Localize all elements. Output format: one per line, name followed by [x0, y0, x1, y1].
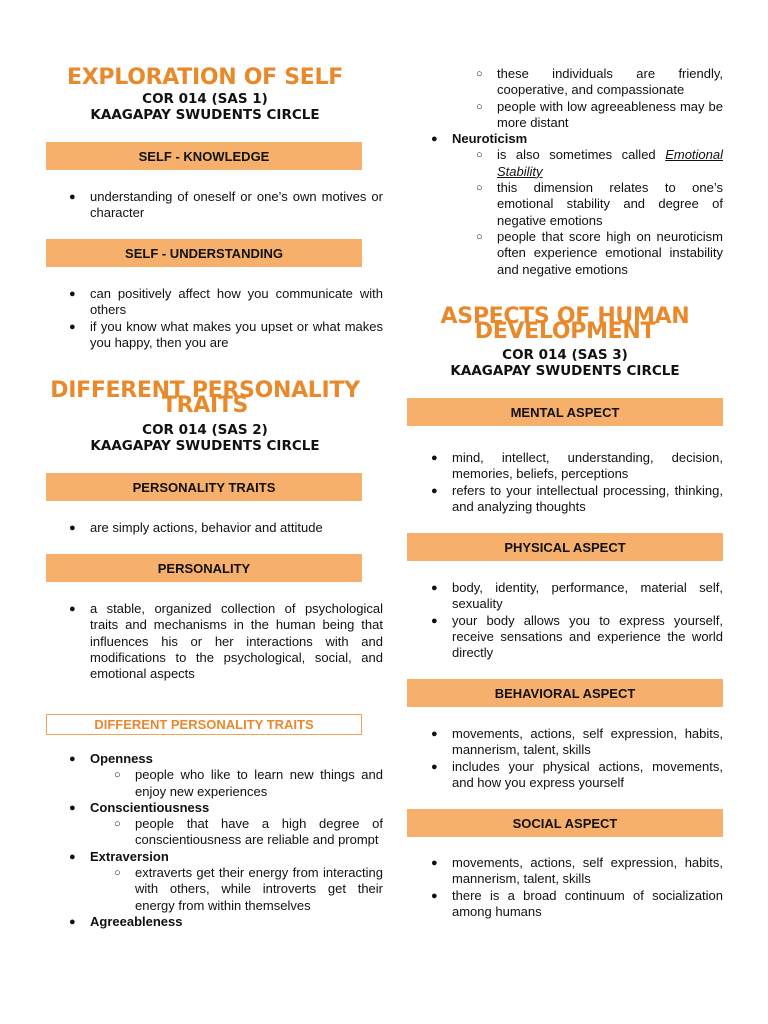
list-item: ● refers to your intellectual processing, thinking, and analyzing thoughts: [431, 482, 723, 514]
circle-bullet-icon: ○: [476, 100, 483, 113]
subtitle-circle: KAAGAPAY SWUDENTS CIRCLE: [90, 438, 320, 454]
list-behavioral-aspect: [431, 726, 723, 791]
bullet-icon: ●: [431, 614, 438, 627]
bullet-icon: ●: [431, 133, 438, 146]
subtitle-course-code: COR 014 (SAS 1): [142, 91, 268, 107]
bullet-icon: ●: [431, 452, 438, 464]
circle-bullet-icon: ○: [114, 867, 121, 880]
title-exploration-of-self: EXPLORATION OF SELF: [67, 65, 343, 90]
sub-list-item: ○ people that score high on neuroticism often experience emotional instability and negative emotions: [476, 228, 723, 277]
list-item: ● if you know what makes you upset or what makes you happy, then you are: [69, 318, 383, 350]
section-header-behavioral-aspect: BEHAVIORAL ASPECT: [407, 679, 723, 707]
sub-list-item: ○ people with low agreeableness may be more distant: [476, 98, 723, 130]
list-item: ● Conscientiousness ○ people that have a high degree of conscientiousness are reliable and prompt: [69, 799, 383, 848]
bullet-icon: ●: [69, 191, 76, 203]
circle-bullet-icon: ○: [114, 769, 121, 782]
sub-list-item: ○ these individuals are friendly, cooperative, and compassionate: [476, 66, 723, 98]
list-item: [452, 66, 723, 131]
list-item: ● includes your physical actions, movements, and how you express yourself: [431, 758, 723, 790]
bullet-icon: ●: [431, 728, 438, 740]
sub-list-item: ○ people that have a high degree of conscientiousness are reliable and prompt: [114, 816, 383, 848]
list-item: ● body, identity, performance, material self, sexuality: [431, 580, 723, 612]
sub-list-item: ○ this dimension relates to one’s emotional stability and degree of negative emotions: [476, 180, 723, 228]
subtitle-circle: KAAGAPAY SWUDENTS CIRCLE: [90, 107, 320, 123]
list-traits: [69, 751, 383, 930]
list-item: ● mind, intellect, understanding, decision, memories, beliefs, perceptions: [431, 450, 723, 482]
section-header-mental-aspect: MENTAL ASPECT: [407, 398, 723, 426]
subtitle-circle: KAAGAPAY SWUDENTS CIRCLE: [450, 363, 680, 379]
list-item: ● there is a broad continuum of socialization among humans: [431, 887, 723, 919]
bullet-icon: ●: [69, 320, 76, 333]
section-header-personality: PERSONALITY: [46, 554, 362, 582]
circle-bullet-icon: ○: [476, 182, 483, 195]
section-header-different-personality-traits: DIFFERENT PERSONALITY TRAITS: [46, 714, 362, 735]
sub-list-item: ○ is also sometimes called Emotional Stability: [476, 147, 723, 179]
circle-bullet-icon: ○: [476, 68, 483, 80]
bullet-icon: ●: [431, 760, 438, 773]
list-agreeableness-continued: [431, 66, 723, 278]
bullet-icon: ●: [431, 582, 438, 594]
list-social-aspect: [431, 855, 723, 920]
section-header-personality-traits: PERSONALITY TRAITS: [46, 473, 362, 501]
sub-list-item: ○ people who like to learn new things and enjoy new experiences: [114, 767, 383, 799]
bullet-icon: ●: [431, 857, 438, 869]
bullet-icon: ●: [69, 522, 76, 534]
bullet-icon: ●: [69, 850, 76, 863]
bullet-icon: ●: [431, 889, 438, 902]
list-self-understanding: [69, 286, 383, 351]
list-personality: [69, 601, 383, 682]
list-item: ● Agreeableness: [69, 913, 183, 929]
list-item: ● movements, actions, self expression, habits, mannerism, talent, skills: [431, 726, 723, 758]
section-header-physical-aspect: PHYSICAL ASPECT: [407, 533, 723, 561]
section-header-self-knowledge: SELF - KNOWLEDGE: [46, 142, 362, 170]
subtitle-course-code: COR 014 (SAS 2): [142, 422, 268, 438]
subtitle-course-code: COR 014 (SAS 3): [502, 347, 628, 363]
list-item: ● can positively affect how you communicate with others: [69, 286, 383, 318]
bullet-icon: ●: [69, 288, 76, 300]
list-item: ● understanding of oneself or one’s own motives or character: [69, 189, 383, 221]
circle-bullet-icon: ○: [476, 230, 483, 243]
list-personality-traits: [69, 520, 383, 536]
emotional-stability-term: Emotional Stability: [497, 147, 723, 179]
list-item: ● your body allows you to express yourself, receive sensations and experience the world directly: [431, 612, 723, 661]
sub-list-item: ○ extraverts get their energy from interacting with others, while introverts get their energy from within themselves: [114, 865, 383, 913]
bullet-icon: ●: [69, 915, 76, 928]
list-self-knowledge: [69, 189, 383, 222]
section-header-social-aspect: SOCIAL ASPECT: [407, 809, 723, 837]
list-physical-aspect: [431, 580, 723, 661]
circle-bullet-icon: ○: [114, 818, 121, 831]
title-different-personality-traits: DIFFERENT PERSONALITY TRAITS: [50, 378, 360, 418]
list-item: ● Neuroticism ○ is also sometimes called Emotional Stability ○ this dimension relates to one’s emotional stability and degree of negative emotions ○ people that score high on neuroticism often experience emotional instability and negative emotions: [431, 131, 723, 277]
list-mental-aspect: [431, 450, 723, 515]
list-item: ● Openness ○ people who like to learn new things and enjoy new experiences: [69, 751, 383, 799]
bullet-icon: ●: [69, 603, 76, 615]
list-item: ● are simply actions, behavior and attitude: [69, 520, 323, 535]
list-item: ● a stable, organized collection of psychological traits and mechanisms in the human being that influences his or her interactions with and modifications to the psychological, social, and emotional aspects: [69, 601, 383, 682]
bullet-icon: ●: [431, 484, 438, 497]
bullet-icon: ●: [69, 753, 76, 765]
bullet-icon: ●: [69, 801, 76, 814]
section-header-self-understanding: SELF - UNDERSTANDING: [46, 239, 362, 267]
list-item: ● Extraversion ○ extraverts get their energy from interacting with others, while introverts get their energy from within themselves: [69, 848, 383, 913]
title-aspects-of-human-development: ASPECTS OF HUMAN DEVELOPMENT: [440, 304, 690, 344]
circle-bullet-icon: ○: [476, 149, 483, 162]
list-item: ● movements, actions, self expression, habits, mannerism, talent, skills: [431, 855, 723, 887]
